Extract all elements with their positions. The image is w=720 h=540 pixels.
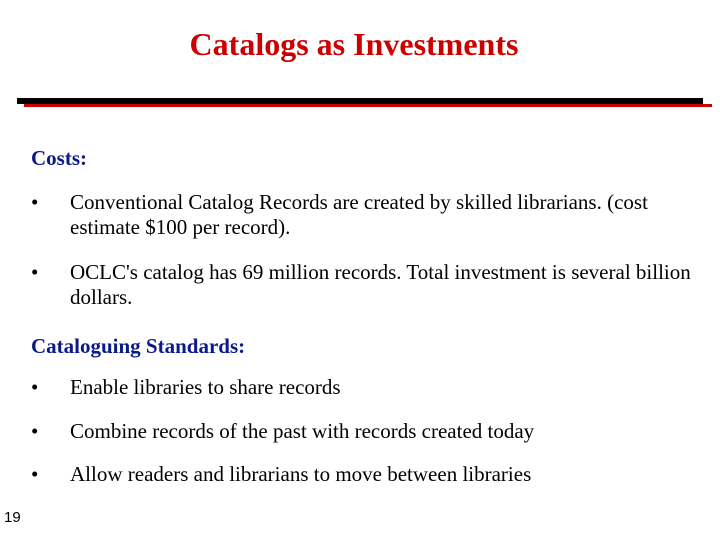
bullet-list	[31, 462, 691, 487]
slide-title: Catalogs as Investments	[189, 26, 519, 62]
bullet-list	[31, 190, 691, 240]
title-divider-red	[24, 104, 712, 107]
bullet-list	[31, 375, 691, 400]
bullet-marker: •	[31, 260, 39, 284]
bullet-marker: •	[31, 190, 39, 214]
bullet-text: OCLC's catalog has 69 million records. Total investment is several billion dollars.	[70, 260, 691, 309]
bullet-item	[31, 190, 691, 240]
bullet-text: Allow readers and librarians to move between libraries	[70, 462, 532, 486]
section-heading-costs: Costs:	[31, 146, 87, 170]
bullet-marker: •	[31, 419, 39, 443]
bullet-item	[31, 419, 691, 444]
bullet-text: Enable libraries to share records	[70, 375, 341, 399]
bullet-item	[31, 375, 691, 400]
bullet-list	[31, 419, 691, 444]
bullet-marker: •	[31, 462, 39, 486]
bullet-item	[31, 462, 691, 487]
bullet-text: Combine records of the past with records created today	[70, 419, 535, 443]
page-number: 19	[4, 509, 21, 526]
bullet-text: Conventional Catalog Records are created by skilled librarians. (cost estimate $100 per record).	[70, 190, 648, 239]
section-heading-standards: Cataloguing Standards:	[31, 334, 246, 358]
bullet-item	[31, 260, 691, 310]
bullet-list	[31, 260, 691, 310]
bullet-marker: •	[31, 375, 39, 399]
